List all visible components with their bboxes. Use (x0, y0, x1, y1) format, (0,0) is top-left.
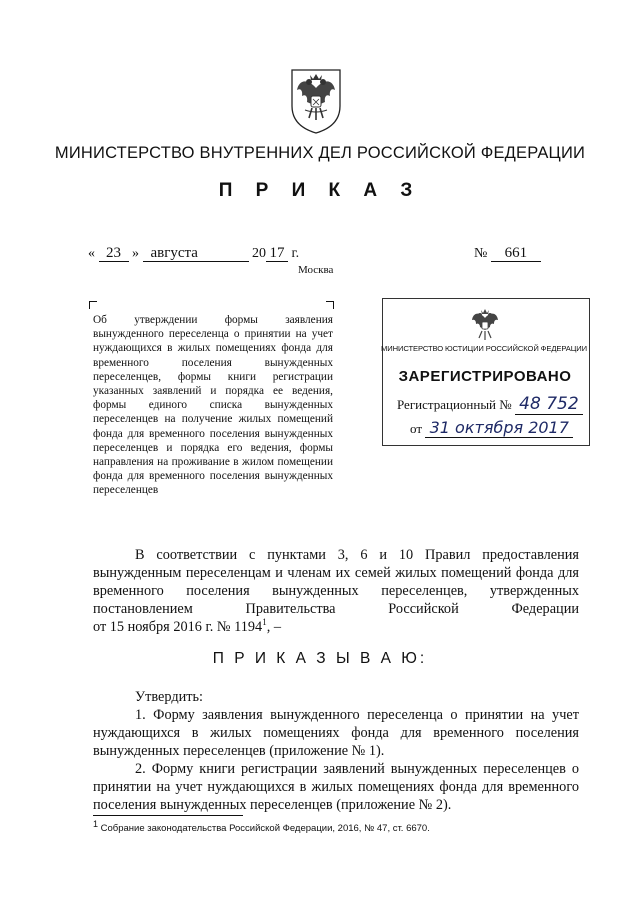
preamble-text: В соответствии с пунктами 3, 6 и 10 Правил предоставления вынужденным переселенцам и членам их семей жилых помещений фонда для временного поселения вынужденных переселенцев, утвержденных постановлением Правительства Российской Федерации (93, 547, 579, 617)
preamble-end: , – (266, 619, 281, 635)
bracket-top-left (89, 301, 97, 309)
stamp-registered: ЗАРЕГИСТРИРОВАНО (398, 368, 572, 385)
stamp-emblem-icon (467, 306, 503, 344)
bracket-top-right (326, 301, 334, 309)
preamble-decree-ref: от 15 ноября 2016 г. № 1194 (93, 619, 263, 635)
footnote (93, 818, 430, 834)
footnote-divider (93, 815, 243, 816)
date-day: 23 (99, 246, 129, 262)
date-year-suffix: 17 (266, 246, 288, 262)
stamp-reg-number-line (397, 394, 583, 415)
date-year-prefix: 20 (252, 246, 266, 261)
stamp-date-line (410, 418, 573, 438)
footnote-text: Собрание законодательства Российской Федерации, 2016, № 47, ст. 6670. (100, 823, 430, 834)
item-2: 2. Форму книги регистрации заявлений вынужденных переселенцев о принятии на учет нуждающихся в жилых помещениях фонда для временного поселения вынужденных переселенцев (приложение № 2). (93, 761, 579, 813)
item-1: 1. Форму заявления вынужденного переселенца о принятии на учет нуждающихся в жилых помещениях фонда для временного поселения вынужденных переселенцев (приложение № 1). (93, 707, 579, 759)
coat-of-arms-icon (285, 66, 347, 136)
date-close-quote: » (132, 246, 139, 261)
date-month: августа (143, 246, 249, 262)
items-intro: Утвердить: (135, 689, 204, 705)
stamp-date-label: от (410, 421, 423, 436)
order-word: П Р И К А З Ы В А Ю: (212, 650, 428, 667)
preamble-ending (93, 618, 579, 636)
order-title: П Р И К А З (218, 180, 422, 201)
stamp-reg-label: Регистрационный № (397, 397, 512, 412)
stamp-date-value: 31 октября 2017 (425, 418, 573, 438)
number-value: 661 (491, 246, 541, 262)
ministry-name: МИНИСТЕРСТВО ВНУТРЕННИХ ДЕЛ РОССИЙСКОЙ ФЕДЕРАЦИИ (54, 144, 586, 162)
order-number (474, 246, 541, 262)
number-sign: № (474, 246, 488, 261)
date-year-abbr: г. (291, 246, 300, 261)
stamp-ministry: МИНИСТЕРСТВО ЮСТИЦИИ РОССИЙСКОЙ ФЕДЕРАЦИИ (381, 344, 587, 353)
footnote-mark: 1 (262, 617, 267, 628)
date-open-quote: « (88, 246, 95, 261)
order-subject: Об утверждении формы заявления вынужденного переселенца о принятии на учет нуждающихся в жилых помещениях фонда для временного поселения вынужденных переселенцев, формы книги регистрации указанных заявлений и порядка ее ведения, формы единого списка вынужденных переселенцев на получение жилых помещений фонда для временного поселения вынужденных переселенцев и порядка его ведения, формы направления на проживание в жилом помещении фонда для временного поселения вынужденных переселенцев (93, 314, 333, 497)
footnote-number: 1 (93, 818, 99, 829)
order-date (88, 246, 299, 262)
city: Москва (298, 264, 334, 276)
stamp-reg-number: 48 752 (515, 394, 583, 415)
